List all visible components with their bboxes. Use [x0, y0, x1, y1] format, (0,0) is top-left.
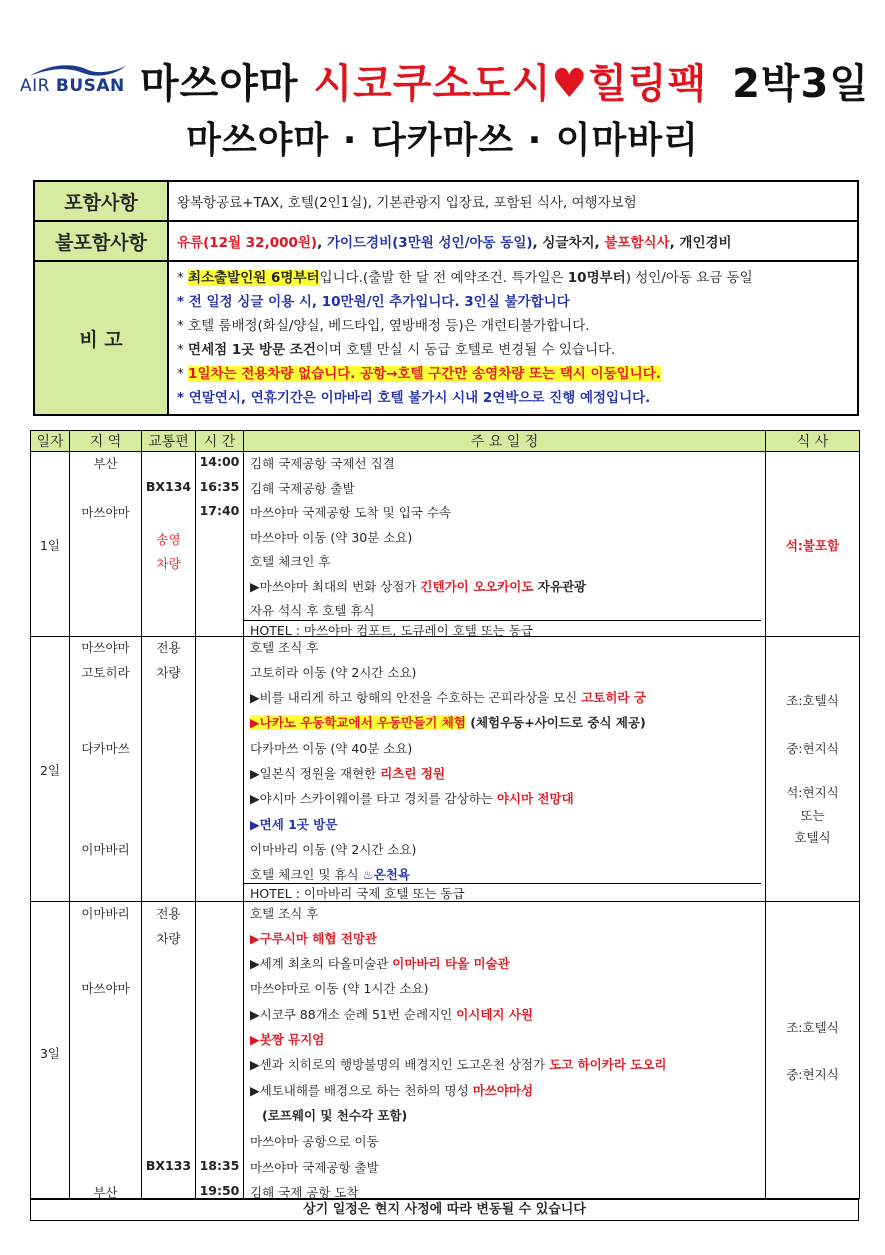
remark-6: * 연말연시, 연휴기간은 이마바리 호텔 불가시 시내 2연박으로 진행 예정입니다.: [177, 390, 651, 406]
day2-region-cell: [70, 637, 142, 902]
day3-item-10: 마쓰야마 공항으로 이동: [250, 1134, 379, 1149]
day1-item-5: 호텔 체크인 후: [250, 554, 331, 569]
day2-meal-cell: [766, 637, 860, 902]
day3-item-1: 호텔 조식 후: [250, 906, 319, 921]
day3-item-6: ▶봇짱 뮤지엄: [250, 1032, 325, 1047]
day2-item-9: 이마바리 이동 (약 2시간 소요): [250, 842, 417, 857]
day2-item-5: 다카마쓰 이동 (약 40분 소요): [250, 741, 413, 756]
day3-meal-cell: [766, 902, 860, 1199]
day3-region-2: 마쓰야마: [81, 981, 130, 996]
remark-5: [177, 362, 849, 386]
remark-2: * 전 일정 싱글 이용 시, 10만원/인 추가입니다. 3인실 불가합니다: [177, 294, 570, 310]
day3-meal-lunch: 중:현지식: [786, 1067, 839, 1082]
remark-4-star: *: [177, 342, 189, 358]
day3-meal-breakfast: 조:호텔식: [786, 1020, 839, 1035]
day1-meal-cell: [766, 452, 860, 637]
logo-brand: BUSAN: [55, 76, 125, 96]
day3-item-8: [250, 1081, 533, 1099]
remark-4-bold: 면세점 1곳 방문 조건: [188, 342, 316, 358]
logo-prefix: AIR: [20, 76, 50, 96]
day2-item-3: [250, 688, 646, 706]
day3-time-1: 18:35: [199, 1158, 240, 1173]
day3-item-5-place: 이시테지 사원: [456, 1007, 534, 1022]
day2-item-4-suffix: (체험우동+사이드로 중식 제공): [465, 715, 646, 730]
day2-item-10-prefix: 호텔 체크인 및 휴식: [250, 867, 363, 882]
day1-item-3: 마쓰야마 국제공항 도착 및 입국 수속: [250, 505, 451, 520]
excluded-meal: 불포함식사: [604, 235, 670, 251]
day2-item-7-place: 야시마 전망대: [496, 791, 574, 806]
schedule-footer-note: 상기 일정은 현지 사정에 따라 변동될 수 있습니다: [30, 1199, 859, 1221]
day3-transport-2: 차량: [156, 931, 181, 946]
day2-day: 2일: [39, 763, 61, 778]
day3-schedule-cell: [244, 902, 766, 1199]
day2-item-7: [250, 789, 574, 807]
day1-transport-cell: [142, 452, 196, 637]
day3-time-cell: [196, 902, 244, 1199]
day1-day-cell: [31, 452, 70, 637]
remark-1-highlight: 최소출발인원 6명부터: [188, 270, 320, 286]
day1-row: [31, 452, 860, 637]
day2-meal-lunch: 중:현지식: [786, 741, 839, 756]
day1-item-6-place: 긴텐가이 오오카이도: [420, 579, 534, 594]
day1-hotel: HOTEL : 마쓰야마 컴포트, 도큐레이 호텔 또는 동급: [250, 623, 534, 638]
day1-region-matsuyama: 마쓰야마: [81, 505, 130, 520]
day2-item-2: 고토히라 이동 (약 2시간 소요): [250, 665, 417, 680]
day2-region-3: 다카마쓰: [81, 741, 130, 756]
day1-region-busan: 부산: [93, 456, 118, 471]
day2-item-6-prefix: ▶일본식 정원을 재현한: [250, 766, 381, 781]
day2-item-8: ▶면세 1곳 방문: [250, 817, 338, 832]
day3-transport-1: 전용: [156, 906, 181, 921]
day1-transport-2: 차량: [156, 556, 181, 571]
excluded-text: [168, 221, 858, 261]
day3-row: [31, 902, 860, 1199]
day3-region-cell: [70, 902, 142, 1199]
remark-1-star: *: [177, 270, 189, 286]
title-part4: 2박3일: [732, 61, 870, 107]
day1-time-2: 16:35: [199, 479, 240, 494]
excluded-fuel: 유류(12월 32,000원): [177, 235, 318, 251]
excluded-guide: 가이드경비(3만원 성인/아동 동일): [326, 235, 533, 251]
day1-time-cell: [196, 452, 244, 637]
remarks-list: [168, 261, 858, 415]
day3-item-8-prefix: ▶세토내해를 배경으로 하는 천하의 명성: [250, 1083, 473, 1098]
day2-item-7-prefix: ▶야시마 스카이웨이를 타고 경치를 감상하는: [250, 791, 497, 806]
day2-schedule-cell: [244, 637, 766, 902]
day3-flight: BX133: [145, 1158, 192, 1173]
day1-transport-1: 송영: [156, 532, 181, 547]
day1-time-3: 17:40: [199, 503, 240, 518]
day1-time-1: 14:00: [199, 454, 240, 469]
remark-1-bold: 10명부터: [567, 270, 626, 286]
day3-item-7-prefix: ▶센과 치히로의 행방불명의 배경지인 도고온천 상점가: [250, 1057, 550, 1072]
remark-5-star: *: [177, 366, 189, 382]
included-label: 포함사항: [34, 181, 168, 221]
day2-item-10: [250, 865, 410, 883]
day2-transport-2: 차량: [156, 665, 181, 680]
remark-1-end: ) 성인/아동 요금 동일: [625, 270, 753, 286]
day2-meal-breakfast: 조:호텔식: [786, 693, 839, 708]
header-time: 시 간: [196, 431, 244, 452]
day2-meal-or: 또는: [800, 808, 825, 823]
day3-item-8-place: 마쓰야마성: [472, 1083, 534, 1098]
day3-item-3: [250, 954, 510, 972]
day2-day-cell: [31, 637, 70, 902]
air-busan-logo: [20, 62, 128, 98]
day1-schedule-cell: [244, 452, 766, 637]
title-part2: 시코쿠소도시: [313, 61, 552, 107]
excluded-label: 불포함사항: [34, 221, 168, 261]
remark-4: [177, 338, 849, 362]
day1-flight: BX134: [145, 479, 192, 494]
header-transport: 교통편: [142, 431, 196, 452]
onsen-icon: ♨온천욕: [362, 867, 410, 882]
header-region: 지 역: [70, 431, 142, 452]
day3-item-7-place: 도고 하이카라 도오리: [549, 1057, 667, 1072]
day1-item-2: 김해 국제공항 출발: [250, 481, 355, 496]
day3-item-12: 김해 국제 공항 도착: [250, 1185, 359, 1200]
remarks-label: 비 고: [34, 261, 168, 415]
day3-region-3: 부산: [93, 1185, 118, 1200]
day2-region-4: 이마바리: [81, 842, 130, 857]
day3-item-5-prefix: ▶시코쿠 88개소 순례 51번 순례지인: [250, 1007, 457, 1022]
day1-item-7: 자유 석식 후 호텔 휴식: [250, 603, 375, 618]
day2-item-3-place: 고토히라 궁: [581, 690, 646, 705]
day3-region-1: 이마바리: [81, 906, 130, 921]
schedule-table: [30, 430, 860, 1199]
day3-item-2: ▶구루시마 해협 전망관: [250, 931, 377, 946]
header-schedule: 주 요 일 정: [244, 431, 766, 452]
day2-region-2: 고토히라: [81, 665, 130, 680]
day2-item-6: [250, 764, 445, 782]
day2-transport-cell: [142, 637, 196, 902]
remark-5-highlight: 1일차는 전용차량 없습니다. 공항→호텔 구간만 송영차량 또는 택시 이동입니다.: [188, 366, 661, 382]
day2-hotel: HOTEL : 이마바리 국제 호텔 또는 동급: [250, 886, 465, 901]
day2-item-1: 호텔 조식 후: [250, 640, 319, 655]
day1-item-6-suffix: 자유관광: [533, 579, 587, 594]
day2-transport-1: 전용: [156, 640, 181, 655]
page-subtitle: 마쓰야마 · 다카마쓰 · 이마바리: [186, 120, 699, 161]
title-part1: 마쓰야마: [140, 61, 299, 107]
day2-region-1: 마쓰야마: [81, 640, 130, 655]
remark-3: * 호텔 룸배정(화실/양실, 베드타입, 옆방배정 등)은 개런티불가합니다.: [177, 318, 590, 334]
day1-day: 1일: [39, 538, 61, 553]
day2-time-cell: [196, 637, 244, 902]
heart-icon: ♥: [551, 61, 589, 107]
day2-item-4-highlight: ▶나카노 우동학교에서 우동만들기 체험: [250, 715, 466, 730]
excluded-sep2: , 싱글차지,: [532, 235, 605, 251]
day3-transport-cell: [142, 902, 196, 1199]
remark-1: [177, 266, 849, 290]
day3-item-3-place: 이마바리 타올 미술관: [392, 956, 510, 971]
day2-meal-dinner: 석:현지식: [786, 785, 839, 800]
day2-item-4: [250, 713, 646, 731]
header-meal: 식 사: [766, 431, 860, 452]
page-title: [140, 52, 869, 109]
day1-meal: 석:불포함: [785, 538, 840, 553]
info-table: [33, 180, 859, 416]
excluded-rest: , 개인경비: [669, 235, 732, 251]
header: [0, 0, 885, 170]
day2-item-3-prefix: ▶비를 내리게 하고 항해의 안전을 수호하는 곤피라상을 모신: [250, 690, 582, 705]
day1-region-cell: [70, 452, 142, 637]
day1-item-1: 김해 국제공항 국제선 집결: [250, 456, 395, 471]
day3-day: 3일: [39, 1046, 61, 1061]
day2-meal-hotel: 호텔식: [794, 830, 831, 845]
excluded-sep1: ,: [317, 235, 327, 251]
title-part3: 힐링팩: [588, 61, 708, 107]
day3-day-cell: [31, 902, 70, 1199]
day3-item-9: (로프웨이 및 천수각 포함): [262, 1108, 408, 1123]
day3-item-7: [250, 1055, 667, 1073]
day1-item-6-prefix: ▶마쓰야마 최대의 번화 상점가: [250, 579, 421, 594]
day3-item-5: [250, 1005, 533, 1023]
day3-item-11: 마쓰야마 국제공항 출발: [250, 1160, 379, 1175]
day1-item-6: [250, 577, 586, 595]
remark-4-end: 이며 호텔 만실 시 동급 호텔로 변경될 수 있습니다.: [315, 342, 616, 358]
day3-item-3-prefix: ▶세계 최초의 타올미술관: [250, 956, 393, 971]
day3-time-2: 19:50: [199, 1183, 240, 1198]
header-day: 일자: [31, 431, 70, 452]
day2-row: [31, 637, 860, 902]
included-text: 왕복항공료+TAX, 호텔(2인1실), 기본관광지 입장료, 포함된 식사, 여행자보험: [168, 181, 858, 221]
remark-1-mid: 입니다.(출발 한 달 전 예약조건. 특가일은: [319, 270, 568, 286]
day2-item-6-place: 리츠린 정원: [380, 766, 445, 781]
day1-item-4: 마쓰야마 이동 (약 30분 소요): [250, 530, 413, 545]
day3-item-4: 마쓰야마로 이동 (약 1시간 소요): [250, 981, 429, 996]
